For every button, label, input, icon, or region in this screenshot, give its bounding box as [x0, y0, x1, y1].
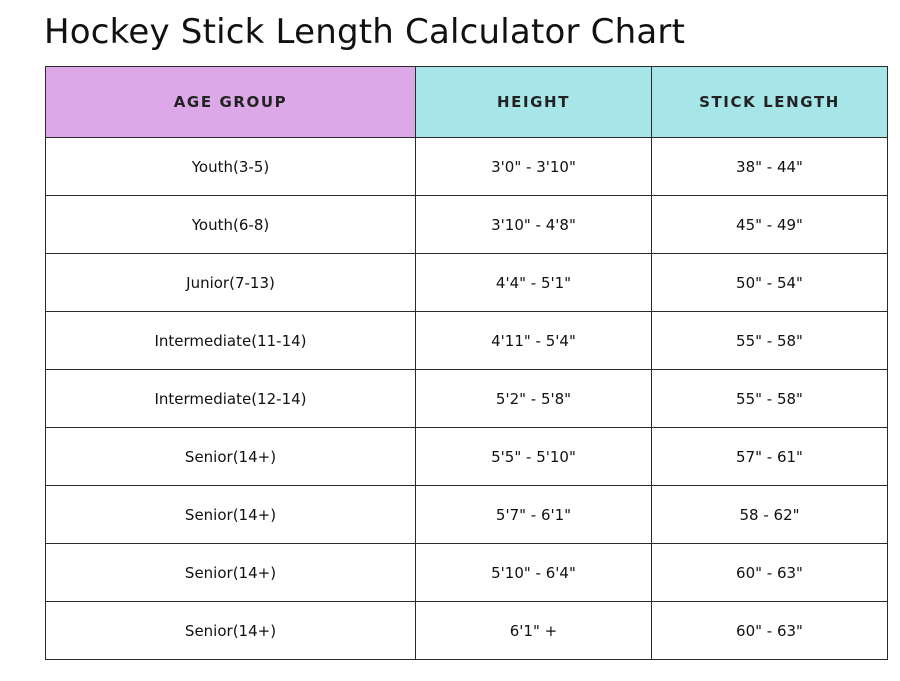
- cell-age-group: Senior(14+): [46, 602, 416, 660]
- stick-length-table: [45, 66, 888, 660]
- table-row: [46, 138, 888, 196]
- table-row: [46, 370, 888, 428]
- cell-stick-length: 57" - 61": [652, 428, 888, 486]
- cell-age-group: Youth(3-5): [46, 138, 416, 196]
- table-row: [46, 602, 888, 660]
- cell-stick-length: 60" - 63": [652, 544, 888, 602]
- header-age-group: AGE GROUP: [46, 67, 416, 138]
- table-row: [46, 254, 888, 312]
- cell-height: 5'5" - 5'10": [416, 428, 652, 486]
- cell-age-group: Senior(14+): [46, 486, 416, 544]
- table-body: [46, 138, 888, 660]
- cell-age-group: Youth(6-8): [46, 196, 416, 254]
- cell-stick-length: 58 - 62": [652, 486, 888, 544]
- cell-age-group: Intermediate(11-14): [46, 312, 416, 370]
- header-height: HEIGHT: [416, 67, 652, 138]
- table-row: [46, 428, 888, 486]
- header-row: [46, 67, 888, 138]
- table-row: [46, 196, 888, 254]
- cell-stick-length: 50" - 54": [652, 254, 888, 312]
- cell-age-group: Intermediate(12-14): [46, 370, 416, 428]
- table-header: [46, 67, 888, 138]
- cell-stick-length: 38" - 44": [652, 138, 888, 196]
- table-row: [46, 486, 888, 544]
- cell-stick-length: 55" - 58": [652, 370, 888, 428]
- cell-stick-length: 45" - 49": [652, 196, 888, 254]
- cell-stick-length: 60" - 63": [652, 602, 888, 660]
- page-title: Hockey Stick Length Calculator Chart: [44, 12, 686, 52]
- cell-height: 4'11" - 5'4": [416, 312, 652, 370]
- cell-height: 5'10" - 6'4": [416, 544, 652, 602]
- cell-height: 3'0" - 3'10": [416, 138, 652, 196]
- cell-age-group: Senior(14+): [46, 428, 416, 486]
- cell-height: 5'7" - 6'1": [416, 486, 652, 544]
- cell-stick-length: 55" - 58": [652, 312, 888, 370]
- cell-height: 6'1" +: [416, 602, 652, 660]
- cell-age-group: Senior(14+): [46, 544, 416, 602]
- header-stick-length: STICK LENGTH: [652, 67, 888, 138]
- table-row: [46, 544, 888, 602]
- table-row: [46, 312, 888, 370]
- cell-height: 5'2" - 5'8": [416, 370, 652, 428]
- cell-age-group: Junior(7-13): [46, 254, 416, 312]
- cell-height: 3'10" - 4'8": [416, 196, 652, 254]
- cell-height: 4'4" - 5'1": [416, 254, 652, 312]
